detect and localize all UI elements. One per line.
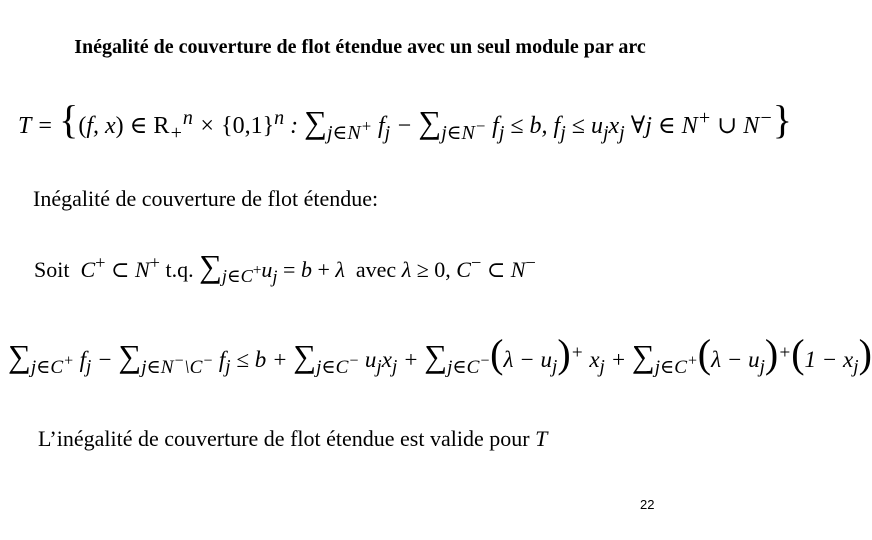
slide-title: Inégalité de couverture de flot étendue avec un seul module par arc — [74, 36, 646, 58]
conclusion-symbol: T — [535, 426, 548, 451]
condition-line: Soit C+ ⊂ N+ t.q. $\sum_{j\in C^+}u_j = b + \lambda$ avec λ ≥ 0, C− ⊂ N− — [34, 248, 536, 287]
page-number: 22 — [640, 497, 655, 512]
equation-set-T: T = {(f, x) ∈ $R_+^n \times \{0,1\}^n$ : $\sum_{j\in N^+}$ $f_j - \sum_{j\in N^-}$ $f_j \le b$, $f_j \le u_jx_j$ ∀j ∈ N+ ∪ N−} — [18, 97, 792, 144]
section-heading: Inégalité de couverture de flot étendue: — [33, 186, 379, 211]
conclusion-text: L’inégalité de couverture de flot étendue est valide pour — [38, 426, 530, 451]
conclusion — [38, 426, 547, 452]
extended-flow-cover-inequality: $\sum_{j\in C^+}$ $f_j - \sum_{j\in N^-\backslash C^-}$ $f_j \le b + \sum_{j\in C^-}$ $u_jx_j + \sum_{j\in C^-}(\lambda - u_j)^+$ $x_j + \sum_{j\in C^+}(\lambda - u_j)^+(1 - x_j)$ — [8, 331, 872, 378]
